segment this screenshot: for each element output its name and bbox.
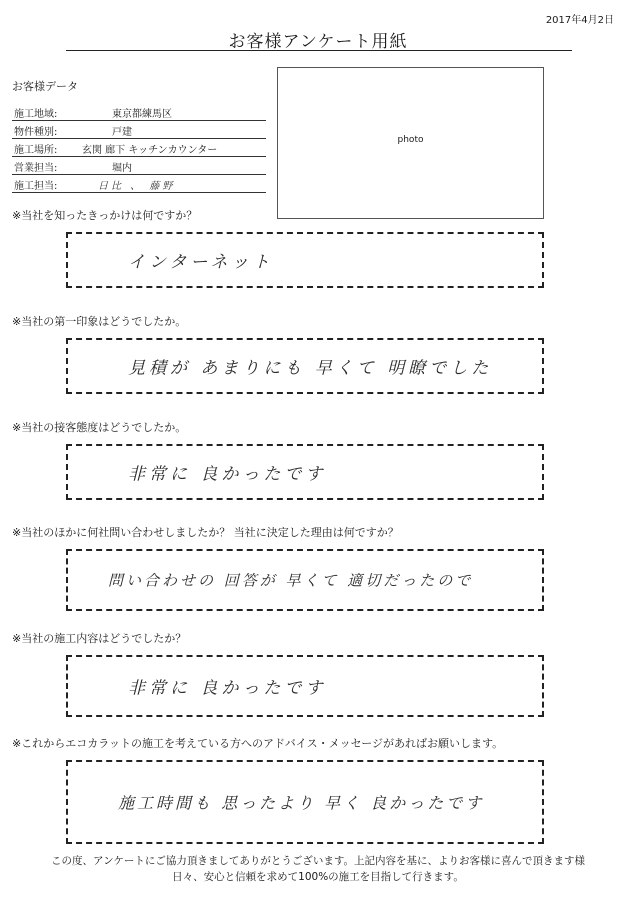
survey-date: 2017年4月2日 xyxy=(545,15,614,26)
answer-box-6 xyxy=(66,760,544,844)
question-4: ※当社のほかに何社問い合わせしましたか？ 当社に決定した理由は何ですか？ xyxy=(12,526,399,539)
question-2: ※当社の第一印象はどうでしたか。 xyxy=(12,315,187,328)
answer-4-handwritten: 問い合わせの 回答が 早くて 適切だったので xyxy=(108,571,474,590)
footer-message xyxy=(0,853,636,885)
question-3: ※当社の接客態度はどうでしたか。 xyxy=(12,421,187,434)
title-divider xyxy=(66,50,572,51)
info-value: 東京都練馬区 xyxy=(112,109,172,120)
info-label: 施工担当: xyxy=(14,181,58,192)
info-value-handwritten: 日比 、 藤野 xyxy=(98,181,176,192)
info-label: 施工地域: xyxy=(14,109,58,120)
question-5: ※当社の施工内容はどうでしたか？ xyxy=(12,632,187,645)
answer-box-5 xyxy=(66,655,544,717)
photo-placeholder xyxy=(277,67,544,219)
answer-box-3 xyxy=(66,444,544,500)
footer-line-1: この度、アンケートにご協力頂きましてありがとうございます。上記内容を基に、よりお客様に喜んで頂きます様 xyxy=(50,855,586,867)
info-row-area xyxy=(12,103,266,121)
answer-6-handwritten: 施工時間も 思ったより 早く 良かったです xyxy=(118,793,485,813)
customer-data-heading: お客様データ xyxy=(12,80,78,93)
info-value: 戸建 xyxy=(112,127,132,138)
answer-box-1 xyxy=(66,232,544,288)
question-6: ※これからエコカラットの施工を考えている方へのアドバイス・メッセージがあればお願いします。 xyxy=(12,737,504,750)
info-label: 物件種別: xyxy=(14,127,58,138)
info-label: 営業担当: xyxy=(14,163,58,174)
answer-1-handwritten: インターネット xyxy=(128,252,274,273)
info-row-installers xyxy=(12,175,266,193)
answer-box-2 xyxy=(66,338,544,394)
answer-box-4 xyxy=(66,549,544,611)
answer-2-handwritten: 見積が あまりにも 早くて 明瞭でした xyxy=(128,358,493,379)
photo-label: photo xyxy=(397,135,424,145)
footer-line-2: 日々、安心と信頼を求めて100%の施工を目指して行きます。 xyxy=(172,871,464,883)
info-value: 玄関 廊下 キッチンカウンター xyxy=(82,145,218,156)
question-1: ※当社を知ったきっかけは何ですか？ xyxy=(12,209,198,222)
info-row-location xyxy=(12,139,266,157)
page-title: お客様アンケート用紙 xyxy=(228,32,408,52)
answer-5-handwritten: 非常に 良かったです xyxy=(128,678,327,699)
customer-info-table xyxy=(12,103,266,193)
info-row-property-type xyxy=(12,121,266,139)
info-label: 施工場所: xyxy=(14,145,58,156)
info-value: 堀内 xyxy=(112,163,132,174)
answer-3-handwritten: 非常に 良かったです xyxy=(128,464,327,485)
info-row-sales-rep xyxy=(12,157,266,175)
